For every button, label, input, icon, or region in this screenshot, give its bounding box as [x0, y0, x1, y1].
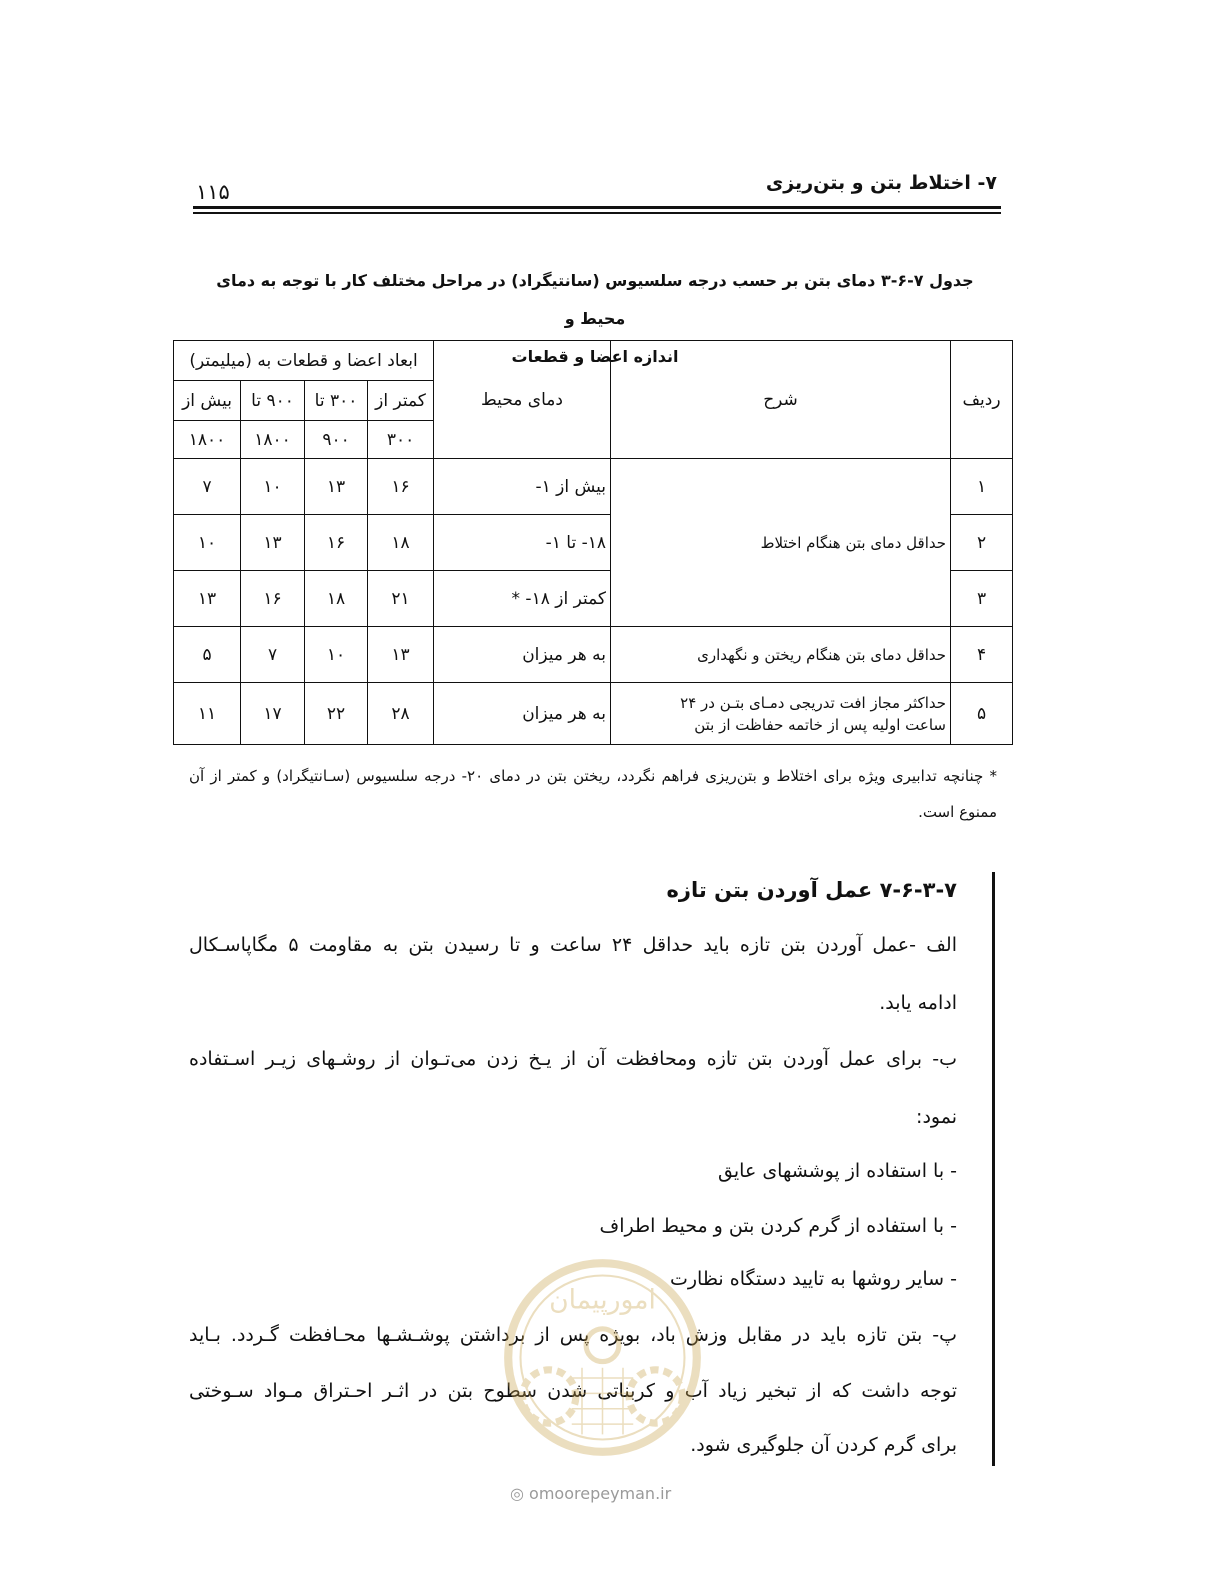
- cell-value: ۱۷: [241, 683, 305, 745]
- cell-value: ۱۱: [174, 683, 241, 745]
- header-rule-thin: [193, 212, 1001, 214]
- paragraph-pe-line1: پ- بتن تازه باید در مقابل وزش باد، بویژه پس از برداشتن پوشـشـها محـافظت گـردد. بـاید: [189, 1324, 957, 1346]
- row-number: ۳: [951, 571, 1013, 627]
- watermark-url-text: omoorepeyman.ir: [529, 1484, 672, 1503]
- dim-col-4-top: بیش از: [174, 381, 241, 421]
- temperature-table: [173, 340, 1013, 745]
- cell-value: ۱۶: [241, 571, 305, 627]
- header-row-no: ردیف: [951, 341, 1013, 459]
- paragraph-pe-line3: برای گرم کردن آن جلوگیری شود.: [690, 1434, 957, 1456]
- cell-value: ۱۰: [305, 627, 368, 683]
- table-caption-line1: جدول ۷-۶-۳ دمای بتن بر حسب درجه سلسیوس (سانتیگراد) در مراحل مختلف کار با توجه به دمای محیط و: [216, 271, 974, 328]
- cell-value: ۱۸: [305, 571, 368, 627]
- row-number: ۱: [951, 459, 1013, 515]
- header-dimensions: ابعاد اعضا و قطعات به (میلیمتر): [174, 341, 434, 381]
- cell-value: ۱۰: [174, 515, 241, 571]
- header-rule-thick: [193, 206, 1001, 209]
- cell-value: ۱۶: [368, 459, 434, 515]
- cell-value: ۲۲: [305, 683, 368, 745]
- cell-value: ۷: [241, 627, 305, 683]
- row-number: ۲: [951, 515, 1013, 571]
- row-ambient: بیش از ۱-: [434, 459, 611, 515]
- paragraph-pe-line2: توجه داشت که از تبخیر زیاد آب و کربناتی شدن سطوح بتن در اثـر احـتراق مـواد سـوختی: [189, 1380, 957, 1402]
- cell-value: ۷: [174, 459, 241, 515]
- dim-col-3-bottom: ۱۸۰۰: [241, 421, 305, 459]
- watermark-logo-text: امورپیمان: [549, 1284, 656, 1316]
- cell-value: ۱۳: [305, 459, 368, 515]
- dim-col-2-bottom: ۹۰۰: [305, 421, 368, 459]
- bullet-item: - سایر روشها به تایید دستگاه نظارت: [669, 1268, 957, 1290]
- paragraph-alef-line1: الف -عمل آوردن بتن تازه باید حداقل ۲۴ ساعت و تا رسیدن بتن به مقاومت ۵ مگاپاسـکال: [189, 934, 957, 956]
- row-ambient: ۱۸- تا ۱-: [434, 515, 611, 571]
- table-caption-line2: اندازه اعضا و قطعات: [511, 347, 679, 366]
- cell-value: ۱۳: [174, 571, 241, 627]
- paragraph-be-line1: ب- برای عمل آوردن بتن تازه ومحافظت آن از یـخ زدن می‌تـوان از روشـهای زیـر اسـتفاده: [189, 1048, 957, 1070]
- table-footnote: * چنانچه تدابیری ویژه برای اختلاط و بتن‌ریزی فراهم نگردد، ریختن بتن در دمای ۲۰- درجه سلسیوس (سـانتیگراد) و کمتر از آن ممنوع است.: [189, 767, 998, 821]
- paragraph-alef-line2: ادامه یابد.: [879, 992, 957, 1014]
- table-row: [174, 627, 1013, 683]
- chapter-title: ۷- اختلاط بتن و بتن‌ریزی: [765, 172, 997, 194]
- watermark-logo: [500, 1255, 705, 1460]
- row-description: حداقل دمای بتن هنگام اختلاط: [611, 459, 951, 627]
- bullet-item: - با استفاده از گرم کردن بتن و محیط اطراف: [599, 1215, 957, 1237]
- row-description-line2: ساعت اولیه پس از خاتمه حفاظت از بتن: [694, 715, 947, 734]
- cell-value: ۱۳: [368, 627, 434, 683]
- table-row: [174, 459, 1013, 515]
- watermark-url: ◎ omoorepeyman.ir: [510, 1484, 672, 1503]
- row-ambient: به هر میزان: [434, 627, 611, 683]
- cell-value: ۱۸: [368, 515, 434, 571]
- cell-value: ۱۶: [305, 515, 368, 571]
- bullet-item: - با استفاده از پوششهای عایق: [718, 1160, 957, 1182]
- cell-value: ۱۰: [241, 459, 305, 515]
- paragraph-be-line2: نمود:: [916, 1106, 957, 1128]
- dim-col-1-top: کمتر از: [368, 381, 434, 421]
- dim-col-1-bottom: ۳۰۰: [368, 421, 434, 459]
- row-ambient: به هر میزان: [434, 683, 611, 745]
- page-number: ۱۱۵: [196, 180, 230, 204]
- dim-col-3-top: ۹۰۰ تا: [241, 381, 305, 421]
- header-ambient: دمای محیط: [434, 341, 611, 459]
- cell-value: ۲۸: [368, 683, 434, 745]
- row-description-line1: حداکثر مجاز افت تدریجی دمـای بتـن در ۲۴: [680, 693, 947, 712]
- row-number: ۴: [951, 627, 1013, 683]
- row-ambient: کمتر از ۱۸- *: [434, 571, 611, 627]
- cell-value: ۲۱: [368, 571, 434, 627]
- table-row: [174, 683, 1013, 745]
- cell-value: ۱۳: [241, 515, 305, 571]
- row-number: ۵: [951, 683, 1013, 745]
- margin-bar: [992, 872, 995, 1466]
- dim-col-4-bottom: ۱۸۰۰: [174, 421, 241, 459]
- row-description: [611, 683, 951, 745]
- section-heading: ۷-۶-۳-۷ عمل آوردن بتن تازه: [666, 878, 957, 902]
- cell-value: ۵: [174, 627, 241, 683]
- row-description: حداقل دمای بتن هنگام ریختن و نگهداری: [611, 627, 951, 683]
- dim-col-2-top: ۳۰۰ تا: [305, 381, 368, 421]
- header-description: شرح: [611, 341, 951, 459]
